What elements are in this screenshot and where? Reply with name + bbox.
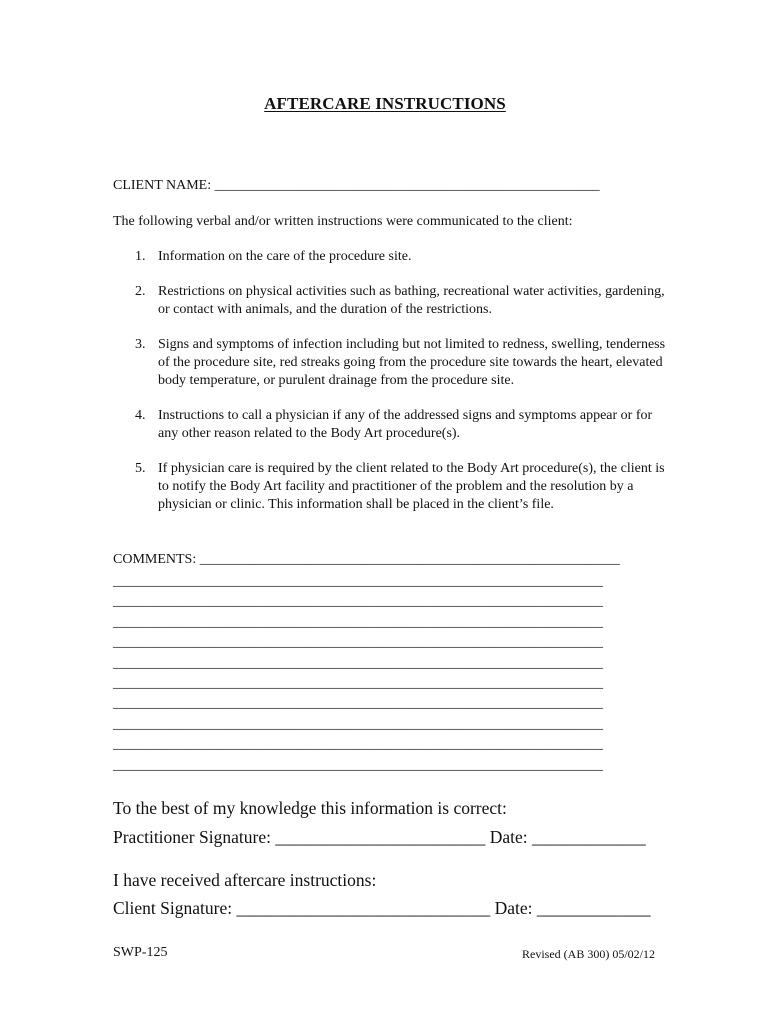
list-item [113,407,673,443]
comment-blank-line[interactable]: ______________________________________________________________________ [113,655,603,671]
comment-blank-line[interactable]: ______________________________________________________________________ [113,757,603,773]
list-item [113,248,673,266]
list-item [113,460,673,514]
list-item [113,283,673,319]
comment-blank-line[interactable]: ______________________________________________________________________ [113,594,603,610]
list-item-text: If physician care is required by the client related to the Body Art procedure(s), the client is to notify the Body Art facility and practitioner of the problem and the resolution by a physician or clinic. This information shall be placed in the client’s file. [158,461,665,512]
comment-blank-line[interactable]: ______________________________________________________________________ [113,635,603,651]
client-name-field[interactable]: CLIENT NAME: _______________________________________________________ [113,178,600,193]
list-item-number: 3. [135,337,146,352]
page-title: AFTERCARE INSTRUCTIONS [264,94,506,113]
comment-blank-line[interactable]: ______________________________________________________________________ [113,574,603,589]
comment-blank-line[interactable]: ______________________________________________________________________ [113,737,603,753]
list-item-number: 4. [135,408,146,423]
list-item-number: 1. [135,249,146,264]
revision-note: Revised (AB 300) 05/02/12 [522,947,655,961]
instructions-list [113,248,673,531]
comment-blank-line[interactable]: ______________________________________________________________________ [113,696,603,712]
list-item-number: 2. [135,284,146,299]
comment-blank-line[interactable]: ______________________________________________________________________ [113,716,603,732]
list-item-text: Instructions to call a physician if any of the addressed signs and symptoms appear or for any other reason related to the Body Art procedure(s). [158,408,653,441]
list-item-text: Signs and symptoms of infection including but not limited to redness, swelling, tenderness of the procedure site, red streaks going from the procedure site towards the heart, elevated body temperature, or purulent drainage from the procedure site. [158,337,666,388]
list-item-text: Information on the care of the procedure site. [158,249,412,264]
comments-field[interactable]: COMMENTS: ____________________________________________________________ [113,552,620,567]
form-id: SWP-125 [113,945,168,960]
practitioner-signature-field[interactable]: Practitioner Signature: ________________________ Date: _____________ [113,827,646,847]
knowledge-statement: To the best of my knowledge this information is correct: [113,798,507,818]
comment-blank-line[interactable]: ______________________________________________________________________ [113,675,603,691]
comment-blank-line[interactable]: ______________________________________________________________________ [113,614,603,630]
client-signature-field[interactable]: Client Signature: _____________________________ Date: _____________ [113,898,651,918]
list-item [113,336,673,390]
comments-blank-lines [113,572,603,776]
received-statement: I have received aftercare instructions: [113,870,377,890]
intro-text: The following verbal and/or written instructions were communicated to the client: [113,214,573,229]
list-item-text: Restrictions on physical activities such as bathing, recreational water activities, gardening, or contact with animals, and the duration of the restrictions. [158,284,665,317]
list-item-number: 5. [135,461,146,476]
